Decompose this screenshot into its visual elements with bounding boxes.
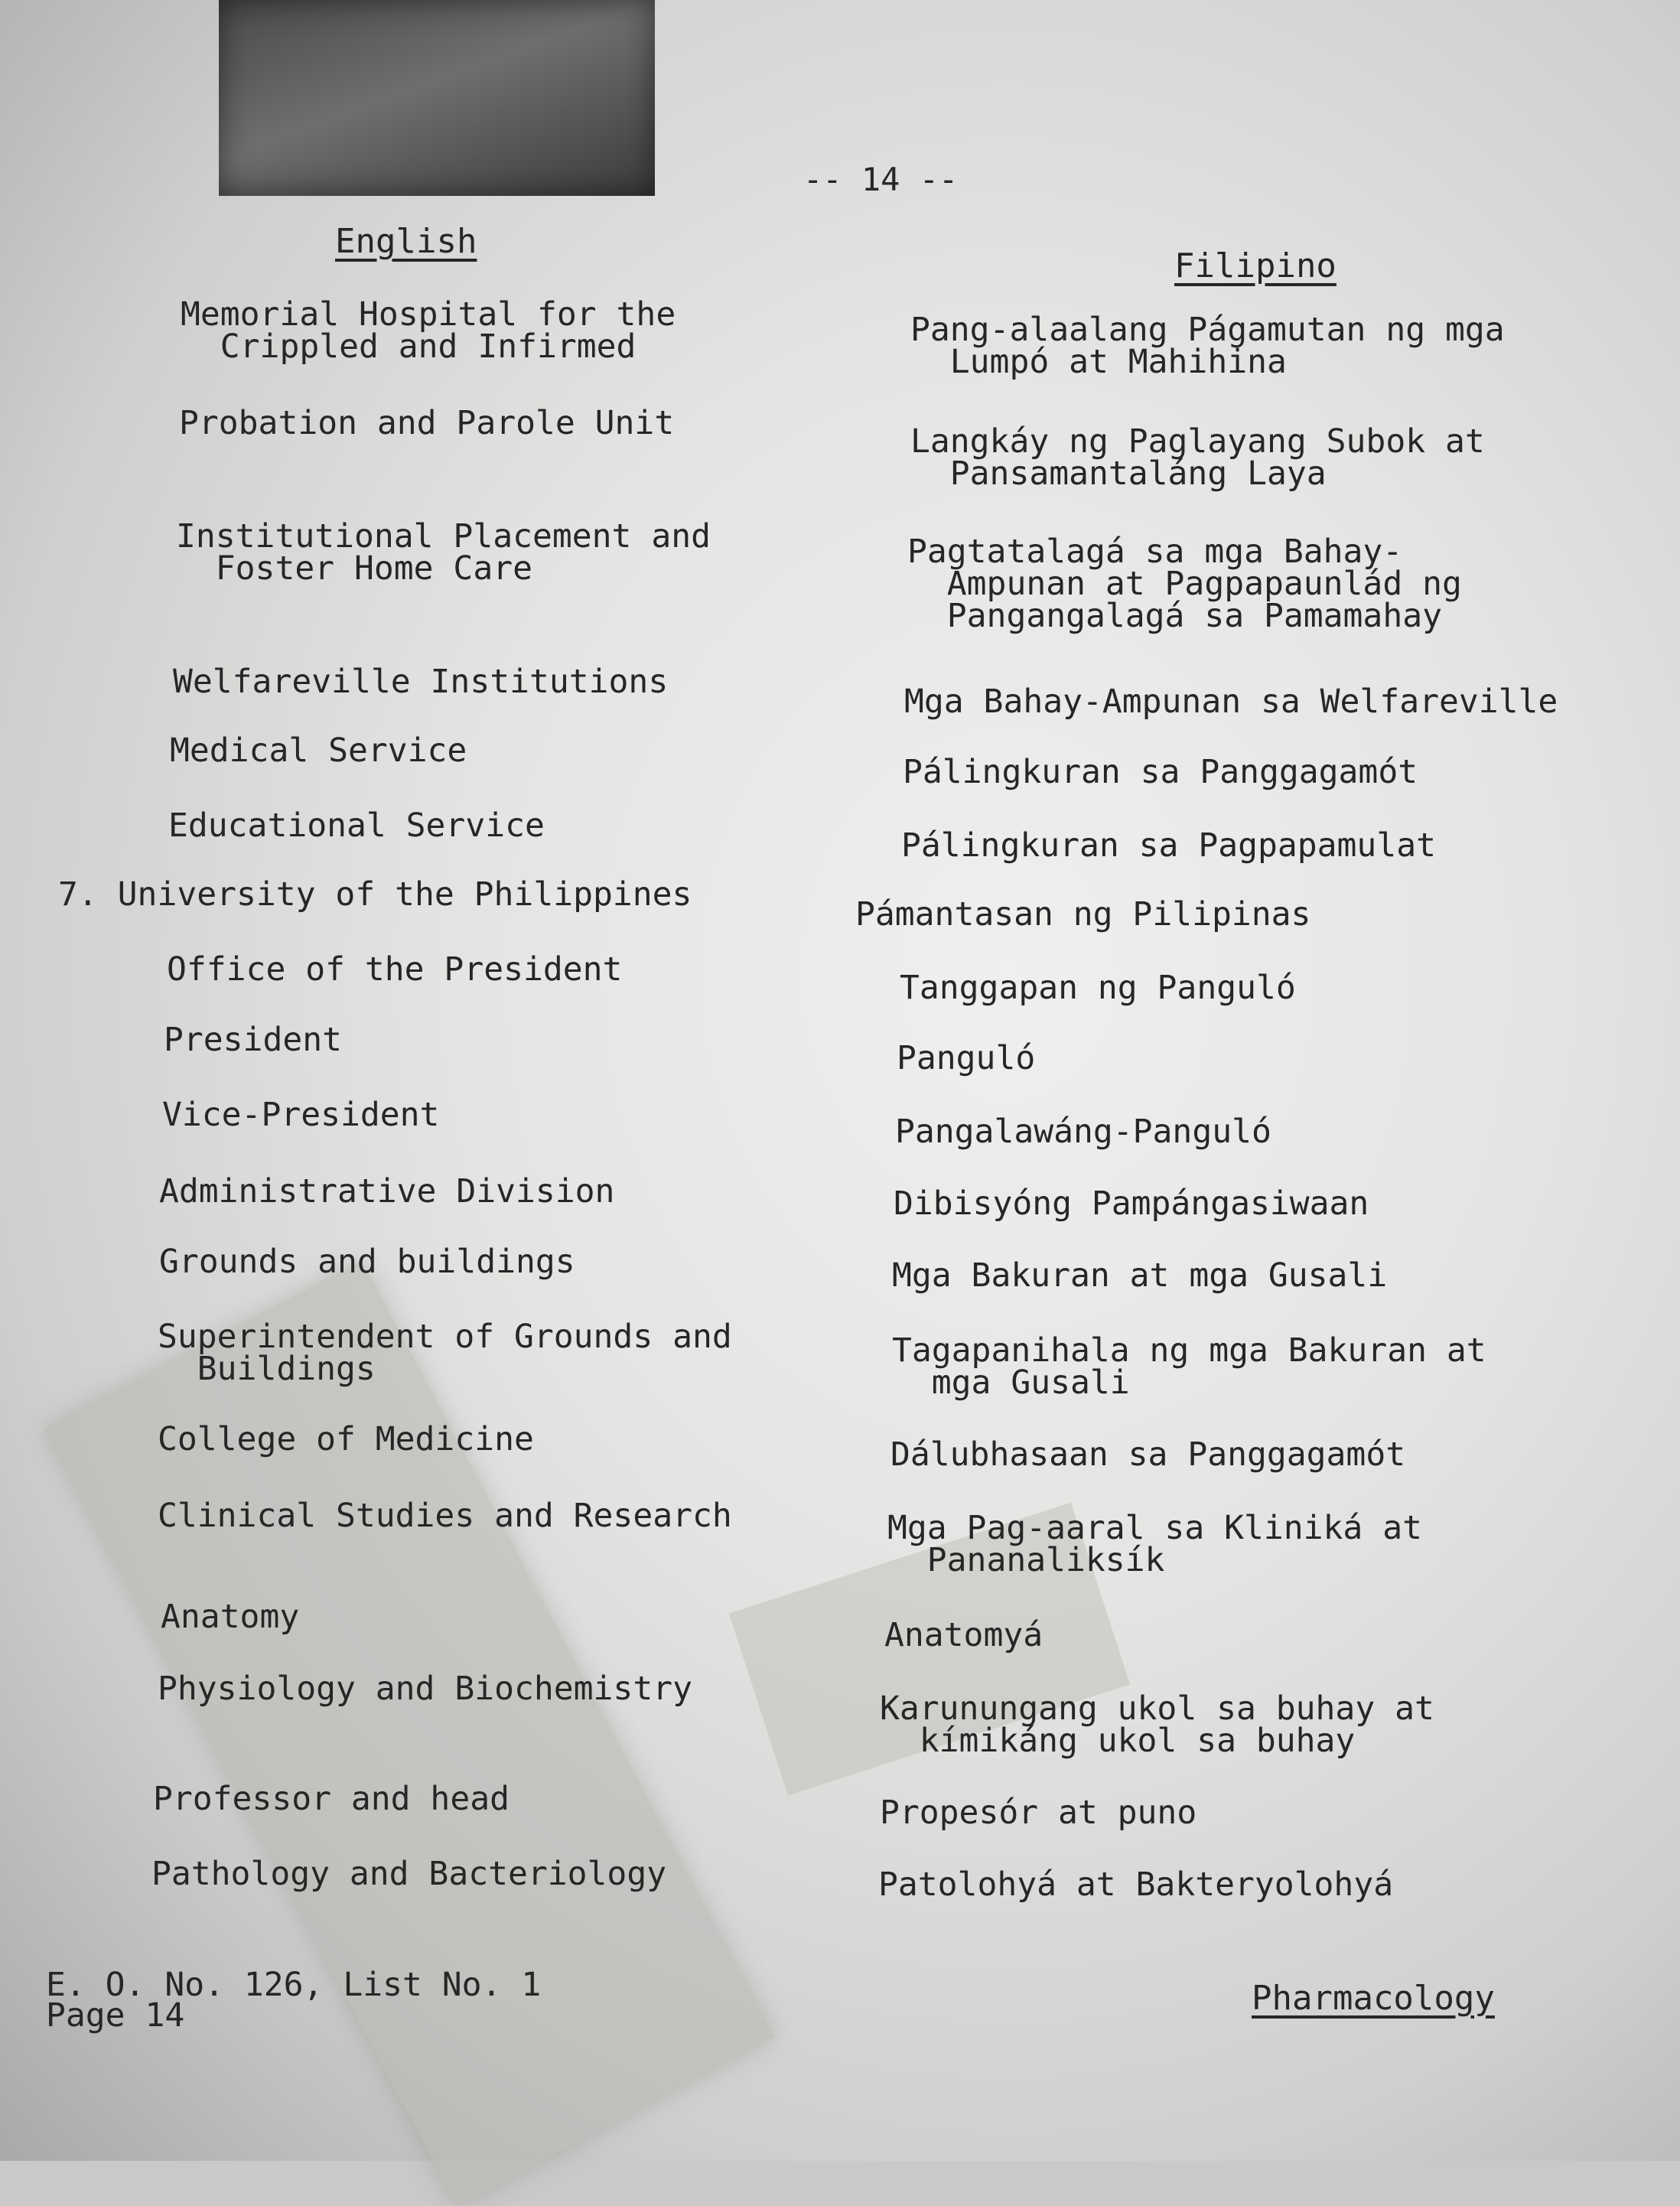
english-term: Physiology and Biochemistry bbox=[158, 1670, 692, 1708]
english-term: Pathology and Bacteriology bbox=[151, 1855, 667, 1893]
english-term: Institutional Placement and Foster Home Care bbox=[176, 517, 711, 588]
english-term: 7. University of the Philippines bbox=[58, 875, 692, 914]
page-number: -- 14 -- bbox=[803, 161, 959, 198]
filipino-term: Anatomyá bbox=[884, 1616, 1043, 1654]
english-term: Memorial Hospital for the Crippled and Infirmed bbox=[181, 295, 676, 366]
filipino-column-heading: Filipino bbox=[1174, 246, 1337, 285]
filipino-term: Patolohyá at Bakteryolohyá bbox=[878, 1865, 1394, 1904]
filipino-term: Mga Bahay-Ampunan sa Welfareville bbox=[904, 683, 1558, 721]
english-term: Medical Service bbox=[170, 732, 467, 770]
english-term: Educational Service bbox=[168, 806, 545, 845]
filipino-term: Karunungang ukol sa buhay at kímikáng ukol sa buhay bbox=[880, 1690, 1434, 1760]
filipino-term: Pámantasan ng Pilipinas bbox=[855, 895, 1311, 934]
filipino-term: Tanggapan ng Panguló bbox=[900, 969, 1296, 1007]
filipino-term: Tagapanihala ng mga Bakuran at mga Gusali bbox=[892, 1331, 1486, 1402]
english-term: Anatomy bbox=[161, 1598, 300, 1636]
filipino-term: Pagtatalagá sa mga Bahay- Ampunan at Pagpapaunlád ng Pangangalagá sa Pamamahay bbox=[907, 533, 1462, 635]
english-term: President bbox=[164, 1021, 342, 1059]
english-column-heading: English bbox=[335, 222, 477, 261]
filipino-term: Mga Bakuran at mga Gusali bbox=[892, 1256, 1388, 1295]
filipino-term: Propesór at puno bbox=[880, 1794, 1197, 1832]
english-term: Administrative Division bbox=[159, 1172, 615, 1211]
filipino-term: Mga Pag-aaral sa Kliniká at Pananaliksík bbox=[887, 1509, 1422, 1579]
english-term: Grounds and buildings bbox=[159, 1243, 575, 1281]
filipino-term: Pálingkuran sa Panggagamót bbox=[903, 753, 1418, 791]
filipino-term: Dálubhasaan sa Panggagamót bbox=[890, 1435, 1406, 1474]
tape-stain bbox=[44, 1260, 775, 2206]
english-term: Office of the President bbox=[167, 950, 623, 989]
document-reference: E. O. No. 126, List No. 1 Page 14 bbox=[46, 1966, 542, 2035]
english-term: Clinical Studies and Research bbox=[158, 1497, 732, 1535]
english-term: Probation and Parole Unit bbox=[179, 404, 675, 442]
english-term: Vice-President bbox=[162, 1096, 440, 1134]
filipino-term: Dibisyóng Pampángasiwaan bbox=[894, 1184, 1369, 1223]
filipino-term: Pálingkuran sa Pagpapamulat bbox=[901, 826, 1436, 865]
filipino-term: Panguló bbox=[897, 1039, 1036, 1077]
filipino-term: Langkáy ng Paglayang Subok at Pansamantaláng Laya bbox=[910, 422, 1485, 493]
filipino-term: Pangalawáng-Panguló bbox=[895, 1113, 1271, 1151]
dark-photo-patch bbox=[219, 0, 655, 196]
filipino-term: Pang-alaalang Págamutan ng mga Lumpó at Mahihina bbox=[910, 311, 1505, 381]
english-term: Superintendent of Grounds and Buildings bbox=[158, 1318, 732, 1388]
english-term: Welfareville Institutions bbox=[173, 663, 669, 701]
next-section-heading: Pharmacology bbox=[1252, 1979, 1495, 2018]
english-term: College of Medicine bbox=[158, 1420, 534, 1458]
english-term: Professor and head bbox=[153, 1780, 510, 1818]
